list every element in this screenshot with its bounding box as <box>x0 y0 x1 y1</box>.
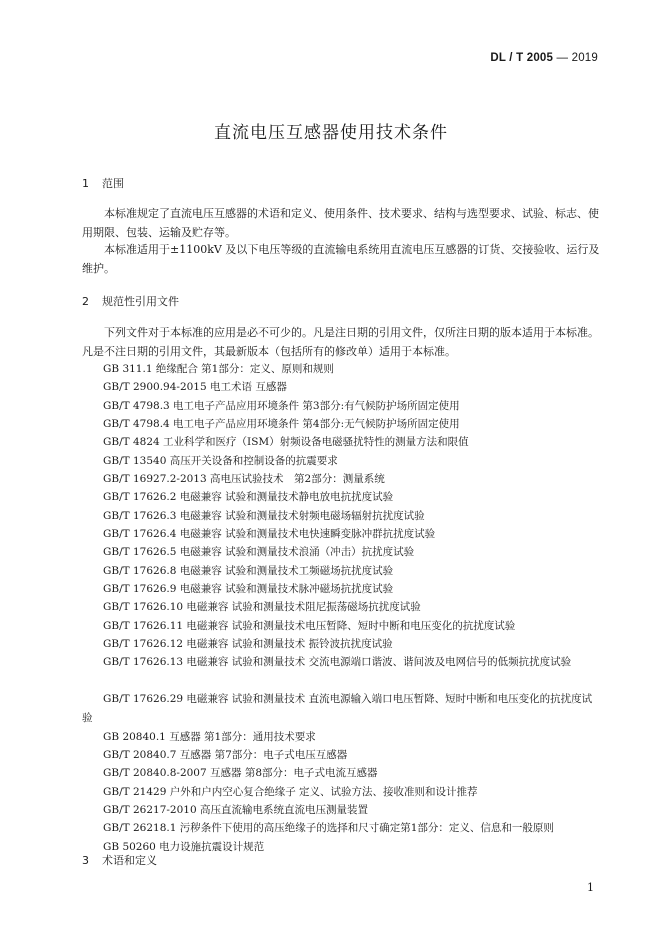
reference-item: GB/T 17626.10 电磁兼容 试验和测量技术阻尼振荡磁场抗扰度试验 <box>103 601 421 613</box>
section-number: 2 <box>82 295 89 308</box>
section-title: 规范性引用文件 <box>102 295 179 308</box>
reference-item: GB/T 26218.1 污秽条件下使用的高压绝缘子的选择和尺寸确定第1部分：定义、信息和一般原则 <box>103 822 554 834</box>
reference-item: GB/T 17626.12 电磁兼容 试验和测量技术 振铃波抗扰度试验 <box>103 638 393 650</box>
section-number: 1 <box>82 177 89 190</box>
reference-item: GB/T 20840.7 互感器 第7部分：电子式电压互感器 <box>103 749 348 761</box>
section-title: 范围 <box>102 177 124 190</box>
reference-item: GB/T 20840.8-2007 互感器 第8部分：电子式电流互感器 <box>103 767 378 779</box>
reference-item: GB 50260 电力设施抗震设计规范 <box>103 841 265 853</box>
section-1-heading <box>82 175 124 191</box>
section-number: 3 <box>82 854 89 867</box>
reference-item: GB 20840.1 互感器 第1部分：通用技术要求 <box>103 731 316 743</box>
reference-item: GB/T 21429 户外和户内空心复合绝缘子 定义、试验方法、接收准则和设计推荐 <box>103 786 478 798</box>
document-title: 直流电压互感器使用技术条件 <box>214 123 448 143</box>
section-2-intro: 下列文件对于本标准的应用是必不可少的。凡是注日期的引用文件，仅所注日期的版本适用于本标准。凡是不注日期的引用文件，其最新版本（包括所有的修改单）适用于本标准。 <box>82 326 599 358</box>
section-1-paragraph-1: 本标准规定了直流电压互感器的术语和定义、使用条件、技术要求、结构与选型要求、试验、标志、使用期限、包装、运输及贮存等。 <box>82 207 599 239</box>
reference-item: GB/T 4824 工业科学和医疗（ISM）射频设备电磁骚扰特性的测量方法和限值 <box>103 436 469 448</box>
standard-code-year: 2019 <box>571 52 598 64</box>
reference-item: GB/T 17626.13 电磁兼容 试验和测量技术 交流电源端口谐波、谐间波及电网信号的低频抗扰度试验 <box>103 656 572 668</box>
reference-item: GB 311.1 绝缘配合 第1部分：定义、原则和规则 <box>103 363 334 375</box>
reference-item: GB/T 17626.4 电磁兼容 试验和测量技术电快速瞬变脉冲群抗扰度试验 <box>103 528 436 540</box>
reference-item: GB/T 2900.94-2015 电工术语 互感器 <box>103 381 287 393</box>
reference-item: GB/T 4798.4 电工电子产品应用环境条件 第4部分:无气候防护场所固定使用 <box>103 418 460 430</box>
reference-item: GB/T 16927.2-2013 高电压试验技术 第2部分：测量系统 <box>103 473 385 485</box>
reference-item: GB/T 17626.8 电磁兼容 试验和测量技术工频磁场抗扰度试验 <box>103 565 394 577</box>
reference-item: GB/T 17626.3 电磁兼容 试验和测量技术射频电磁场辐射抗扰度试验 <box>103 510 425 522</box>
section-3-heading <box>82 852 157 868</box>
reference-item: GB/T 4798.3 电工电子产品应用环境条件 第3部分:有气候防护场所固定使用 <box>103 400 460 412</box>
reference-item: GB/T 13540 高压开关设备和控制设备的抗震要求 <box>103 455 338 467</box>
section-title: 术语和定义 <box>102 854 157 867</box>
reference-item: GB/T 26217-2010 高压直流输电系统直流电压测量装置 <box>103 804 368 816</box>
reference-item: GB/T 17626.29 电磁兼容 试验和测量技术 直流电源输入端口电压暂降、短时中断和电压变化的抗扰度试验 <box>82 693 593 724</box>
reference-item: GB/T 17626.2 电磁兼容 试验和测量技术静电放电抗扰度试验 <box>103 491 394 503</box>
reference-item: GB/T 17626.11 电磁兼容 试验和测量技术电压暂降、短时中断和电压变化的抗扰度试验 <box>103 620 516 632</box>
standard-code-dash: — <box>553 52 572 64</box>
section-2-heading <box>82 293 179 309</box>
reference-item: GB/T 17626.5 电磁兼容 试验和测量技术浪涌（冲击）抗扰度试验 <box>103 546 415 558</box>
page-number: 1 <box>587 881 594 894</box>
standard-code <box>490 52 598 64</box>
standard-code-number: DL / T 2005 <box>490 52 554 64</box>
reference-item: GB/T 17626.9 电磁兼容 试验和测量技术脉冲磁场抗扰度试验 <box>103 583 394 595</box>
section-1-paragraph-2: 本标准适用于±1100kV 及以下电压等级的直流输电系统用直流电压互感器的订货、交接验收、运行及维护。 <box>82 243 600 275</box>
